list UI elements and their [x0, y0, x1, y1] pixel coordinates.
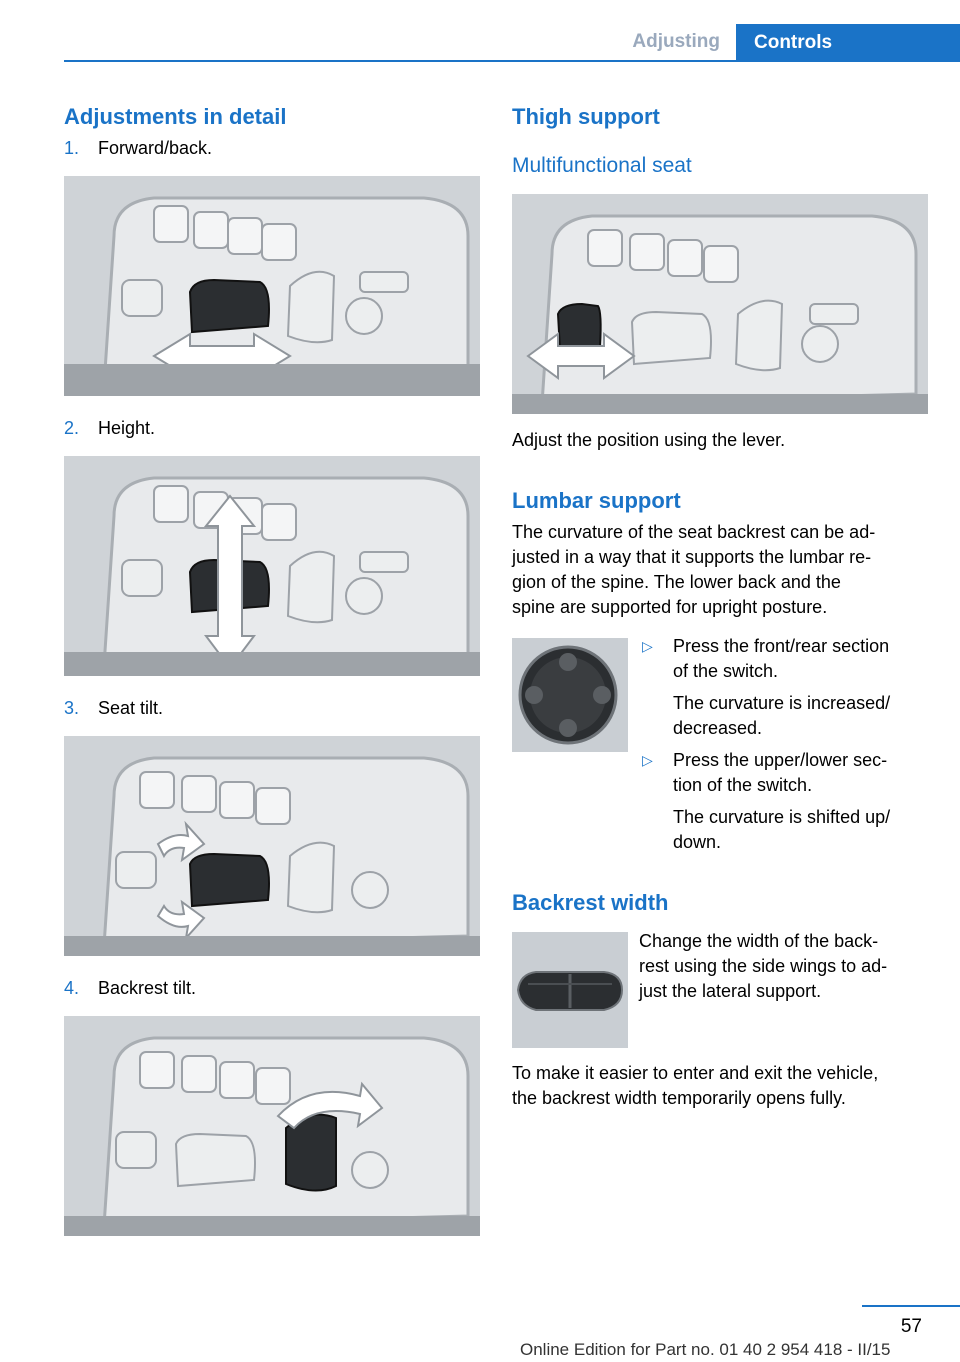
multifunctional-seat-heading: Multifunctional seat: [512, 154, 692, 177]
bullet-2-line-2: tion of the switch.: [673, 775, 813, 795]
item-number-3: 3.: [64, 698, 80, 718]
bullet-1-line-2: of the switch.: [673, 661, 779, 681]
bullet-marker-2: ▷: [642, 752, 653, 768]
item-label-forward-back: Forward/back.: [98, 138, 213, 158]
backrest-tilt-image: [64, 1016, 480, 1236]
backrest-line-2: rest using the side wings to ad‐: [639, 956, 888, 976]
header-rule: [64, 60, 960, 62]
section-tab: Adjusting: [632, 31, 720, 52]
thigh-support-image: [512, 194, 928, 414]
lumbar-line-4: spine are supported for upright posture.: [512, 597, 828, 617]
item-label-backrest-tilt: Backrest tilt.: [98, 978, 197, 998]
backrest-width-switch-image: [512, 932, 628, 1048]
lumbar-line-2: justed in a way that it supports the lumbar re‐: [512, 547, 872, 567]
item-number-2: 2.: [64, 418, 80, 438]
bullet-1-result-1: The curvature is increased/: [673, 693, 891, 713]
backrest-line-3: just the lateral support.: [639, 981, 822, 1001]
page-number: 57: [900, 1316, 922, 1337]
bullet-1-result-2: decreased.: [673, 718, 763, 738]
entry-line-1: To make it easier to enter and exit the vehicle,: [512, 1063, 879, 1083]
backrest-line-1: Change the width of the back‐: [639, 931, 879, 951]
entry-line-2: the backrest width temporarily opens fully.: [512, 1088, 846, 1108]
bullet-marker-1: ▷: [642, 638, 653, 654]
adjustments-heading: Adjustments in detail: [64, 104, 287, 129]
item-number-4: 4.: [64, 978, 80, 998]
bullet-2-result-2: down.: [673, 832, 722, 852]
lumbar-line-1: The curvature of the seat backrest can be ad‐: [512, 522, 876, 542]
bullet-2-result-1: The curvature is shifted up/: [673, 807, 891, 827]
thigh-support-text: Adjust the position using the lever.: [512, 430, 786, 450]
item-number-1: 1.: [64, 138, 80, 158]
seat-tilt-image: [64, 736, 480, 956]
lumbar-line-3: gion of the spine. The lower back and the: [512, 572, 841, 592]
bullet-1-line-1: Press the front/rear section: [673, 636, 890, 656]
chapter-tab: Controls: [736, 24, 960, 62]
lumbar-support-heading: Lumbar support: [512, 488, 681, 513]
bullet-2-line-1: Press the upper/lower sec‐: [673, 750, 888, 770]
thigh-support-heading: Thigh support: [512, 104, 660, 129]
lumbar-switch-image: [512, 638, 628, 752]
backrest-width-heading: Backrest width: [512, 890, 669, 915]
item-label-height: Height.: [98, 418, 156, 438]
seat-height-image: [64, 456, 480, 676]
item-label-seat-tilt: Seat tilt.: [98, 698, 164, 718]
edition-footer: Online Edition for Part no. 01 40 2 954 418 - II/15: [520, 1340, 891, 1359]
footer-rule: [862, 1305, 960, 1307]
seat-forward-back-image: [64, 176, 480, 396]
